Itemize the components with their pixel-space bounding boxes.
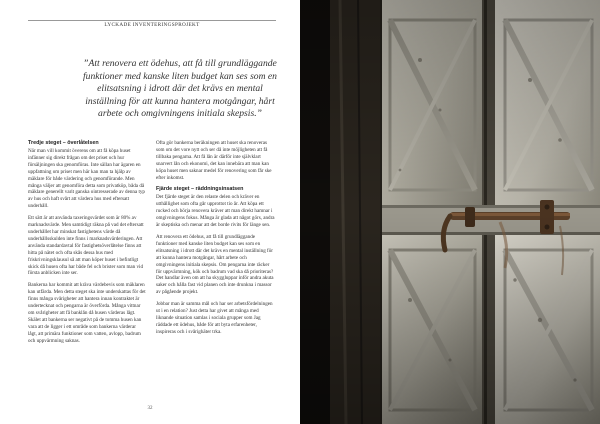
page-number: 32 — [147, 406, 153, 411]
pullquote: ”Att renovera ett ödehus, att få till grundläggande funktioner med kanske liten budget kan ses som en elitsatsning i idrott där det krävs en mental inställning för att kunna hantera motgångar, hårt arbete och omgivningens initiala skepsis.” — [83, 58, 277, 120]
body-column-left — [28, 140, 146, 344]
section-heading: Tredje steget – överlåtelsen — [28, 140, 99, 146]
body-paragraph: Att renovera ett ödehus, att få till grundläggande funktioner med kanske liten budget kan ses som en elitsatsning i idrott där det krävs en mental inställning för att kunna hantera motgångar, hårt arbete och omgivningens initiala skepsis. Om pengarna inte räcker för uppvärmning, kök och badrum vad ska då prioriteras? Det handlar även om att ha skyggluppar inför andra akuta saker och hålla fast vid planen och inte drunkna i massor av pågående projekt. — [156, 233, 274, 296]
body-paragraph: När man vill kommit överens om att få köpa huset infänner sig direkt frågan om det priset och hur försäljningen ska genomföras. Inte sällan har ägaren en uppfattning om priset men här kan man ta hjälp av mäklare för både värdering och genomförande. Men många väljer att genomföra detta som privatköp, båda då mäklare generellt varit ganska ointresserade av denna typ av hus och haft svårt att värdera hus med eftersatt underhåll. — [28, 148, 145, 210]
door-photograph — [300, 0, 600, 424]
body-column-right — [156, 140, 276, 336]
body-paragraph: Ofta gör bankerna beräkningen att huset ska renoveras som om det vore nytt och ser då inte möjligheten att få tillbaka pengarna. Att få lån är därför inte självklart snarvert lån och ekonomi, det kan innebära att man kan köpa huset men saknar medel för renovering som får ske efter inkomst. — [156, 140, 272, 181]
body-paragraph: Jobbar man är samma mål och har ser arbetsfördelningen ut i en relation? Just detta har givet att många med liknande situation samlas i sociala grupper som Jag räddade ett ödehus, både för att byta erfarenheter, inspireras och i svårighäter trka. — [156, 301, 273, 335]
body-paragraph: Det fjärde steget är den relaste delen och kräver en utthållighet som ofta går upprottot tio år. Att köpa ett rucked och börja renovera kräver att man direkt hamnar i omgivningens fokus. Många är glada att något görs, andra är skeptiska och menar att det borde rivits för länge sen. — [156, 194, 275, 229]
section-heading: Fjärde steget – räddningsinsatsen — [156, 186, 244, 193]
body-paragraph: Ett sätt är att använda taxeringsvärdet som är 80% av marknadsvärde. Men samtidigt räkna på vad det eftersatt underhållet har minskat fastighetens värde då underhållsskulden inte finns i marknadsvärderingen. Att använda standardavtal för fastighetsöverlåtelse finns att hitta på nätet och ofta skås dessa hus med friskrivningsklausul så att man köper huset i befintligt skick då husen ofta har både fel och brister som man vid första anblicken inte ser. — [28, 215, 144, 277]
door-photo-image — [300, 0, 600, 424]
running-head: LYCKADE INVENTERINGSPROJEKT — [104, 22, 200, 28]
body-paragraph: Bankerna har kommit att kräva värdebevis som mäklaren kan utfärda. Men detta steget ska inte underskattas för det finns många svårigheter att hantera innan kontraktet är undertecknat och pengarna är överförda. Många vittnar om svårigheter att få banklån då husen värderas lågt. Skälet att bankerna ser negativt på de tomma husen kan vara att de ligger i ett område som bankerna värderar lågt, att primära funktioner som vatten, avlopp, badrum och uppvärmning saknas. — [28, 282, 146, 344]
header-rule — [28, 20, 276, 21]
